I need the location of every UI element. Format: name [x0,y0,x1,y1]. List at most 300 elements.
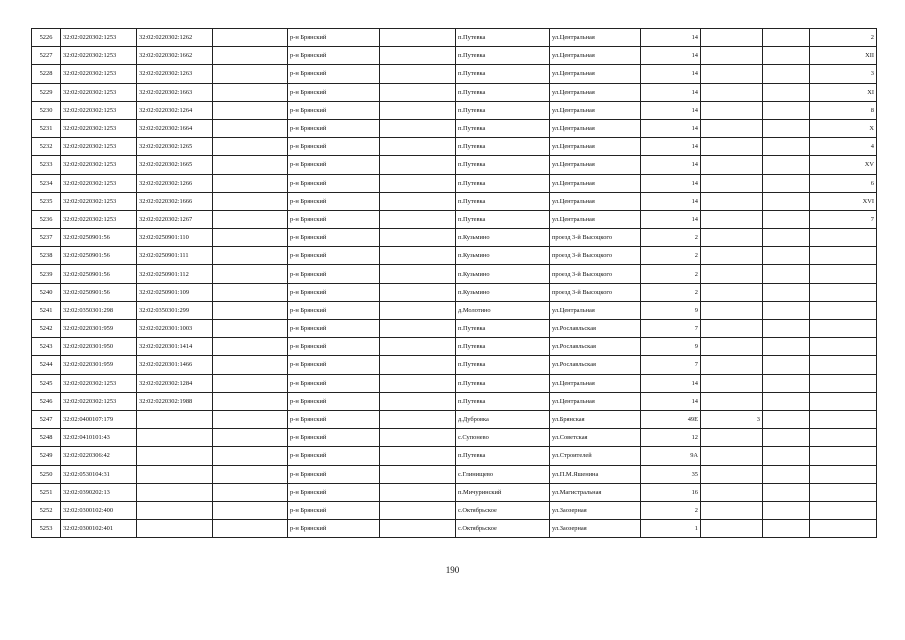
building-number-cell [701,138,763,156]
premise-number-cell: 4 [810,138,877,156]
building-number-cell [701,210,763,228]
col-empty-c-cell [763,65,810,83]
col-empty-c-cell [763,392,810,410]
premise-number-cell [810,320,877,338]
object-cadastral-number-cell: 32:02:0220302:1265 [137,138,213,156]
district-cell: р-н Брянский [288,356,380,374]
table-row [32,483,877,501]
col-empty-c-cell [763,138,810,156]
cadastral-number-cell: 32:02:0220302:1253 [61,156,137,174]
col-empty-a-cell [213,29,288,47]
premise-number-cell [810,338,877,356]
settlement-cell: п.Путевка [456,83,550,101]
district-cell: р-н Брянский [288,83,380,101]
premise-number-cell [810,356,877,374]
street-cell: ул.Центральная [550,156,641,174]
record-number-cell: 5231 [32,119,61,137]
col-empty-b-cell [380,29,456,47]
building-number-cell: 3 [701,410,763,428]
col-empty-a-cell [213,210,288,228]
house-number-cell: 2 [641,229,701,247]
building-number-cell [701,320,763,338]
table-row [32,247,877,265]
object-cadastral-number-cell: 32:02:0350301:299 [137,301,213,319]
table-row [32,65,877,83]
street-cell: ул.Рославльская [550,320,641,338]
col-empty-c-cell [763,447,810,465]
building-number-cell [701,501,763,519]
record-number-cell: 5234 [32,174,61,192]
house-number-cell: 2 [641,247,701,265]
table-row [32,465,877,483]
cadastral-number-cell: 32:02:0220302:1253 [61,47,137,65]
record-number-cell: 5242 [32,320,61,338]
col-empty-c-cell [763,101,810,119]
cadastral-number-cell: 32:02:0300102:401 [61,520,137,538]
col-empty-c-cell [763,356,810,374]
table-row [32,429,877,447]
building-number-cell [701,465,763,483]
table-row [32,392,877,410]
cadastral-number-cell: 32:02:0220301:959 [61,320,137,338]
street-cell: ул.Центральная [550,374,641,392]
building-number-cell [701,47,763,65]
street-cell: ул.Центральная [550,47,641,65]
cadastral-number-cell: 32:02:0220301:959 [61,356,137,374]
house-number-cell: 2 [641,501,701,519]
record-number-cell: 5237 [32,229,61,247]
premise-number-cell [810,447,877,465]
district-cell: р-н Брянский [288,174,380,192]
record-number-cell: 5244 [32,356,61,374]
col-empty-a-cell [213,83,288,101]
house-number-cell: 14 [641,65,701,83]
table-row [32,229,877,247]
premise-number-cell [810,465,877,483]
table-row [32,156,877,174]
street-cell: ул.П.М.Яшенина [550,465,641,483]
col-empty-b-cell [380,83,456,101]
object-cadastral-number-cell: 32:02:0250901:110 [137,229,213,247]
table-row [32,174,877,192]
district-cell: р-н Брянский [288,410,380,428]
object-cadastral-number-cell: 32:02:0220301:1414 [137,338,213,356]
district-cell: р-н Брянский [288,119,380,137]
premise-number-cell [810,429,877,447]
district-cell: р-н Брянский [288,465,380,483]
house-number-cell: 35 [641,465,701,483]
settlement-cell: с.Октябрьское [456,520,550,538]
col-empty-b-cell [380,465,456,483]
table-row [32,119,877,137]
house-number-cell: 14 [641,156,701,174]
settlement-cell: п.Путевка [456,392,550,410]
table-row [32,210,877,228]
district-cell: р-н Брянский [288,520,380,538]
col-empty-a-cell [213,192,288,210]
house-number-cell: 7 [641,320,701,338]
col-empty-a-cell [213,320,288,338]
record-number-cell: 5229 [32,83,61,101]
premise-number-cell [810,483,877,501]
settlement-cell: п.Путевка [456,338,550,356]
building-number-cell [701,29,763,47]
col-empty-c-cell [763,483,810,501]
object-cadastral-number-cell [137,410,213,428]
premise-number-cell [810,520,877,538]
record-number-cell: 5245 [32,374,61,392]
cadastral-number-cell: 32:02:0250901:56 [61,229,137,247]
record-number-cell: 5232 [32,138,61,156]
object-cadastral-number-cell [137,520,213,538]
house-number-cell: 14 [641,138,701,156]
building-number-cell [701,392,763,410]
registry-table [31,28,877,538]
col-empty-a-cell [213,174,288,192]
house-number-cell: 9 [641,301,701,319]
col-empty-b-cell [380,138,456,156]
record-number-cell: 5248 [32,429,61,447]
district-cell: р-н Брянский [288,483,380,501]
district-cell: р-н Брянский [288,429,380,447]
street-cell: ул.Строителей [550,447,641,465]
col-empty-c-cell [763,29,810,47]
object-cadastral-number-cell: 32:02:0220301:1466 [137,356,213,374]
table-row [32,101,877,119]
object-cadastral-number-cell [137,429,213,447]
district-cell: р-н Брянский [288,338,380,356]
col-empty-c-cell [763,156,810,174]
col-empty-c-cell [763,465,810,483]
building-number-cell [701,374,763,392]
street-cell: проезд 3-й Высоцкого [550,265,641,283]
col-empty-a-cell [213,119,288,137]
street-cell: ул.Магистральная [550,483,641,501]
building-number-cell [701,429,763,447]
premise-number-cell: XVI [810,192,877,210]
settlement-cell: п.Путевка [456,156,550,174]
settlement-cell: с.Октябрьское [456,501,550,519]
record-number-cell: 5243 [32,338,61,356]
settlement-cell: п.Путевка [456,65,550,83]
house-number-cell: 2 [641,265,701,283]
record-number-cell: 5246 [32,392,61,410]
district-cell: р-н Брянский [288,283,380,301]
cadastral-number-cell: 32:02:0410101:43 [61,429,137,447]
street-cell: проезд 3-й Высоцкого [550,229,641,247]
building-number-cell [701,283,763,301]
object-cadastral-number-cell: 32:02:0220302:1662 [137,47,213,65]
street-cell: ул.Центральная [550,192,641,210]
district-cell: р-н Брянский [288,447,380,465]
house-number-cell: 14 [641,119,701,137]
building-number-cell [701,338,763,356]
cadastral-number-cell: 32:02:0220302:1253 [61,174,137,192]
building-number-cell [701,101,763,119]
table-row [32,338,877,356]
record-number-cell: 5235 [32,192,61,210]
premise-number-cell: X [810,119,877,137]
col-empty-c-cell [763,210,810,228]
street-cell: ул.Рославльская [550,338,641,356]
settlement-cell: п.Кузьмино [456,283,550,301]
premise-number-cell: XV [810,156,877,174]
settlement-cell: п.Путевка [456,320,550,338]
cadastral-number-cell: 32:02:0350301:298 [61,301,137,319]
col-empty-c-cell [763,520,810,538]
district-cell: р-н Брянский [288,374,380,392]
object-cadastral-number-cell [137,465,213,483]
table-row [32,374,877,392]
cadastral-number-cell: 32:02:0530104:31 [61,465,137,483]
premise-number-cell [810,301,877,319]
street-cell: ул.Центральная [550,65,641,83]
col-empty-c-cell [763,47,810,65]
street-cell: ул.Брянская [550,410,641,428]
house-number-cell: 7 [641,356,701,374]
col-empty-b-cell [380,338,456,356]
cadastral-number-cell: 32:02:0220302:1253 [61,138,137,156]
col-empty-b-cell [380,483,456,501]
record-number-cell: 5250 [32,465,61,483]
table-row [32,301,877,319]
settlement-cell: п.Путевка [456,29,550,47]
premise-number-cell: XI [810,83,877,101]
table-row [32,320,877,338]
table-row [32,356,877,374]
col-empty-c-cell [763,283,810,301]
house-number-cell: 1 [641,520,701,538]
settlement-cell: д.Дубровка [456,410,550,428]
district-cell: р-н Брянский [288,265,380,283]
settlement-cell: п.Мичуринский [456,483,550,501]
col-empty-a-cell [213,429,288,447]
district-cell: р-н Брянский [288,101,380,119]
district-cell: р-н Брянский [288,301,380,319]
col-empty-a-cell [213,65,288,83]
premise-number-cell: 6 [810,174,877,192]
col-empty-a-cell [213,229,288,247]
object-cadastral-number-cell: 32:02:0220302:1262 [137,29,213,47]
col-empty-b-cell [380,229,456,247]
table-row [32,47,877,65]
house-number-cell: 16 [641,483,701,501]
building-number-cell [701,301,763,319]
premise-number-cell: 2 [810,29,877,47]
record-number-cell: 5249 [32,447,61,465]
premise-number-cell [810,229,877,247]
street-cell: ул.Центральная [550,392,641,410]
building-number-cell [701,265,763,283]
record-number-cell: 5239 [32,265,61,283]
cadastral-number-cell: 32:02:0220302:1253 [61,119,137,137]
object-cadastral-number-cell [137,447,213,465]
building-number-cell [701,65,763,83]
object-cadastral-number-cell: 32:02:0220302:1666 [137,192,213,210]
building-number-cell [701,192,763,210]
settlement-cell: п.Путевка [456,174,550,192]
settlement-cell: п.Кузьмино [456,265,550,283]
col-empty-b-cell [380,374,456,392]
col-empty-b-cell [380,247,456,265]
premise-number-cell: 3 [810,65,877,83]
table-row [32,265,877,283]
premise-number-cell: 8 [810,101,877,119]
table-row [32,520,877,538]
object-cadastral-number-cell: 32:02:0220302:1264 [137,101,213,119]
record-number-cell: 5253 [32,520,61,538]
house-number-cell: 2 [641,283,701,301]
object-cadastral-number-cell: 32:02:0220302:1665 [137,156,213,174]
object-cadastral-number-cell: 32:02:0220302:1267 [137,210,213,228]
house-number-cell: 12 [641,429,701,447]
col-empty-b-cell [380,356,456,374]
building-number-cell [701,83,763,101]
district-cell: р-н Брянский [288,210,380,228]
col-empty-a-cell [213,392,288,410]
record-number-cell: 5240 [32,283,61,301]
settlement-cell: п.Путевка [456,447,550,465]
object-cadastral-number-cell: 32:02:0250901:109 [137,283,213,301]
table-row [32,138,877,156]
col-empty-b-cell [380,192,456,210]
settlement-cell: п.Путевка [456,101,550,119]
record-number-cell: 5233 [32,156,61,174]
settlement-cell: п.Кузьмино [456,247,550,265]
col-empty-a-cell [213,410,288,428]
col-empty-c-cell [763,301,810,319]
street-cell: ул.Центральная [550,29,641,47]
premise-number-cell [810,374,877,392]
col-empty-b-cell [380,119,456,137]
premise-number-cell [810,410,877,428]
district-cell: р-н Брянский [288,392,380,410]
record-number-cell: 5227 [32,47,61,65]
district-cell: р-н Брянский [288,192,380,210]
object-cadastral-number-cell: 32:02:0250901:112 [137,265,213,283]
col-empty-c-cell [763,247,810,265]
col-empty-b-cell [380,501,456,519]
settlement-cell: п.Путевка [456,47,550,65]
col-empty-b-cell [380,520,456,538]
street-cell: ул.Центральная [550,83,641,101]
premise-number-cell [810,283,877,301]
col-empty-c-cell [763,83,810,101]
col-empty-b-cell [380,174,456,192]
object-cadastral-number-cell: 32:02:0220301:1003 [137,320,213,338]
street-cell: ул.Заозерная [550,501,641,519]
cadastral-number-cell: 32:02:0390202:13 [61,483,137,501]
object-cadastral-number-cell: 32:02:0220302:1284 [137,374,213,392]
table-row [32,447,877,465]
cadastral-number-cell: 32:02:0220302:1253 [61,65,137,83]
col-empty-b-cell [380,447,456,465]
house-number-cell: 9 [641,338,701,356]
settlement-cell: п.Путевка [456,119,550,137]
settlement-cell: п.Кузьмино [456,229,550,247]
col-empty-a-cell [213,265,288,283]
premise-number-cell: XII [810,47,877,65]
table-row [32,29,877,47]
record-number-cell: 5238 [32,247,61,265]
settlement-cell: д.Молотино [456,301,550,319]
premise-number-cell [810,247,877,265]
table-row [32,501,877,519]
premise-number-cell [810,392,877,410]
cadastral-number-cell: 32:02:0220302:1253 [61,374,137,392]
building-number-cell [701,229,763,247]
col-empty-b-cell [380,429,456,447]
col-empty-a-cell [213,374,288,392]
house-number-cell: 14 [641,210,701,228]
object-cadastral-number-cell: 32:02:0250901:111 [137,247,213,265]
building-number-cell [701,174,763,192]
district-cell: р-н Брянский [288,47,380,65]
col-empty-b-cell [380,392,456,410]
col-empty-c-cell [763,229,810,247]
object-cadastral-number-cell: 32:02:0220302:1663 [137,83,213,101]
record-number-cell: 5241 [32,301,61,319]
district-cell: р-н Брянский [288,229,380,247]
record-number-cell: 5252 [32,501,61,519]
house-number-cell: 14 [641,83,701,101]
col-empty-a-cell [213,101,288,119]
street-cell: ул.Центральная [550,301,641,319]
cadastral-number-cell: 32:02:0400107:179 [61,410,137,428]
col-empty-a-cell [213,47,288,65]
col-empty-b-cell [380,47,456,65]
record-number-cell: 5228 [32,65,61,83]
settlement-cell: п.Путевка [456,210,550,228]
col-empty-b-cell [380,265,456,283]
district-cell: р-н Брянский [288,65,380,83]
cadastral-number-cell: 32:02:0220301:950 [61,338,137,356]
district-cell: р-н Брянский [288,29,380,47]
col-empty-a-cell [213,447,288,465]
table-row [32,410,877,428]
building-number-cell [701,483,763,501]
object-cadastral-number-cell [137,483,213,501]
cadastral-number-cell: 32:02:0250901:56 [61,247,137,265]
cadastral-number-cell: 32:02:0220302:1253 [61,210,137,228]
street-cell: ул.Центральная [550,210,641,228]
house-number-cell: 14 [641,47,701,65]
settlement-cell: п.Путевка [456,374,550,392]
col-empty-c-cell [763,501,810,519]
col-empty-c-cell [763,429,810,447]
district-cell: р-н Брянский [288,138,380,156]
col-empty-b-cell [380,283,456,301]
district-cell: р-н Брянский [288,156,380,174]
col-empty-a-cell [213,301,288,319]
house-number-cell: 14 [641,192,701,210]
cadastral-number-cell: 32:02:0220306:42 [61,447,137,465]
record-number-cell: 5226 [32,29,61,47]
col-empty-c-cell [763,410,810,428]
street-cell: ул.Центральная [550,174,641,192]
cadastral-number-cell: 32:02:0220302:1253 [61,101,137,119]
premise-number-cell [810,265,877,283]
col-empty-c-cell [763,119,810,137]
building-number-cell [701,119,763,137]
record-number-cell: 5247 [32,410,61,428]
col-empty-a-cell [213,501,288,519]
settlement-cell: с.Глинищево [456,465,550,483]
col-empty-a-cell [213,138,288,156]
record-number-cell: 5251 [32,483,61,501]
object-cadastral-number-cell [137,501,213,519]
building-number-cell [701,447,763,465]
